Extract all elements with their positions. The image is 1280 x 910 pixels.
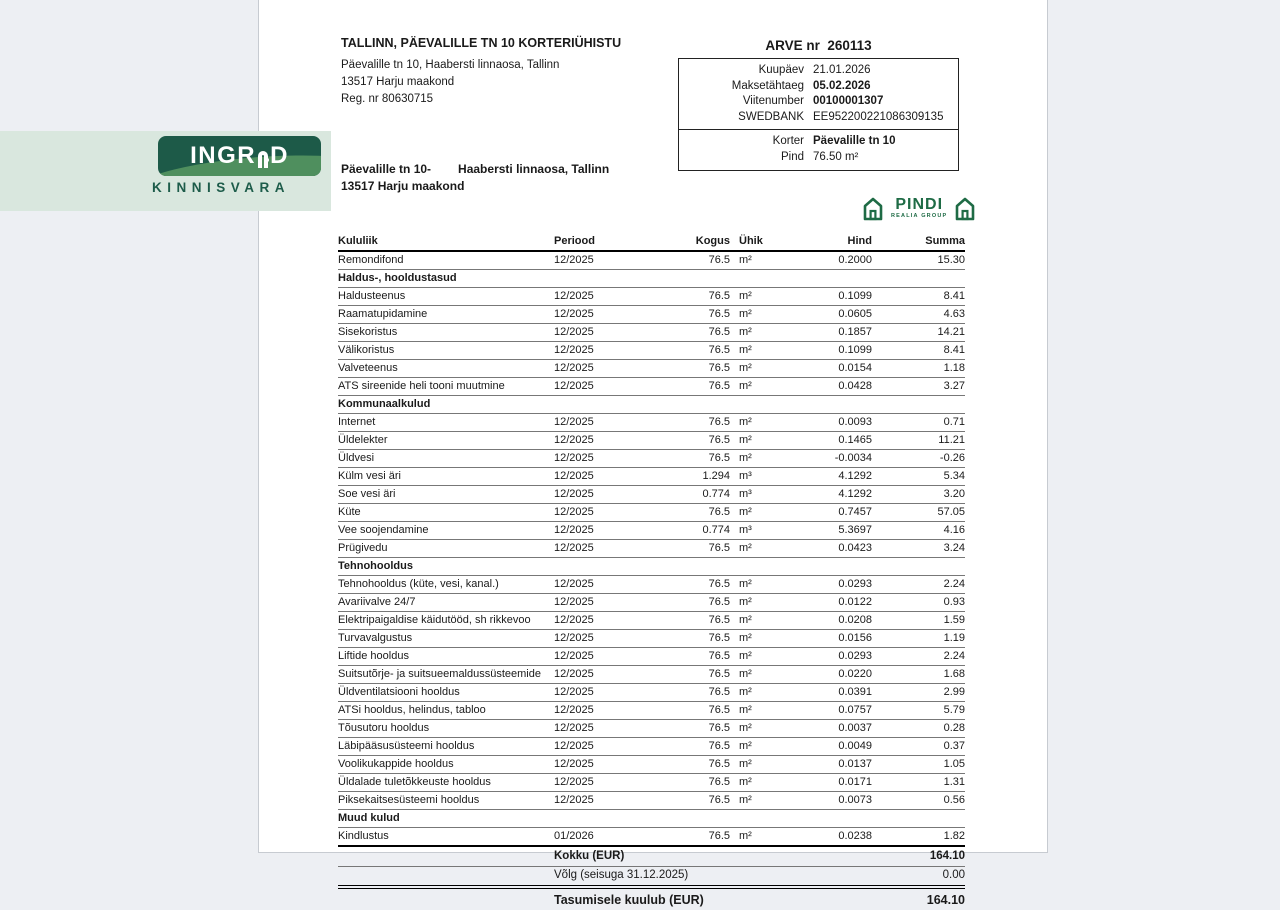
cell-period: 12/2025 [554,686,594,698]
cell-price: 0.1857 [838,326,872,338]
house-arch-icon [258,151,268,168]
cell-period: 12/2025 [554,488,594,500]
cell-period: 12/2025 [554,722,594,734]
charge-row [338,450,965,468]
cell-period: 12/2025 [554,794,594,806]
total-row-due [338,889,965,910]
section-header-row: Haldus-, hooldustasud [338,270,965,288]
charge-row [338,828,965,845]
cell-name: Üldalade tuletõkkeuste hooldus [338,776,491,788]
cell-sum: 1.18 [943,362,965,374]
cell-unit: m² [739,650,752,662]
cell-name: Tõusutoru hooldus [338,722,430,734]
cell-name: Soe vesi äri [338,488,396,500]
cell-period: 12/2025 [554,578,594,590]
cell-name: Remondifond [338,254,404,266]
field-label: Korter [772,135,804,147]
cell-period: 01/2026 [554,830,594,842]
cell-name: Küte [338,506,361,518]
invoice-number: 260113 [827,38,872,53]
cell-qty: 76.5 [708,776,730,788]
cell-qty: 76.5 [708,632,730,644]
cell-unit: m² [739,380,752,392]
cell-sum: 0.56 [943,794,965,806]
charge-row [338,792,965,810]
charge-row [338,594,965,612]
cell-name: Raamatupidamine [338,308,428,320]
cell-unit: m² [739,704,752,716]
column-header: Periood [554,235,595,247]
cell-period: 12/2025 [554,758,594,770]
invoice-field-row [686,79,951,95]
charge-row [338,630,965,648]
cell-price: 0.0137 [838,758,872,770]
cell-unit: m² [739,830,752,842]
invoice-field-row [686,63,951,79]
cell-sum: 3.20 [943,488,965,500]
ingrad-letters-left: INGR [190,142,257,169]
cell-period: 12/2025 [554,290,594,302]
invoice-title [678,38,959,53]
cell-qty: 76.5 [708,308,730,320]
cell-sum: 1.59 [943,614,965,626]
cell-unit: m² [739,254,752,266]
pindi-wordmark [891,196,947,219]
cell-period: 12/2025 [554,632,594,644]
field-label: Maksetähtaeg [731,79,804,92]
cell-price: 0.0605 [838,308,872,320]
cell-sum: 1.68 [943,668,965,680]
cell-sum: 2.99 [943,686,965,698]
field-value: 00100001307 [813,95,884,107]
cell-name: Tehnohooldus (küte, vesi, kanal.) [338,578,499,590]
recipient-address: Päevalille tn 10- [341,162,432,176]
cell-qty: 76.5 [708,650,730,662]
field-value: 76.50 m² [813,150,859,163]
issuer-block [341,36,621,108]
cell-qty: 76.5 [708,704,730,716]
field-value: 05.02.2026 [813,79,871,92]
cell-period: 12/2025 [554,344,594,356]
charge-row [338,612,965,630]
ingrad-wordmark [190,144,289,168]
cell-unit: m³ [739,470,752,482]
cell-period: 12/2025 [554,254,594,266]
cell-unit: m² [739,776,752,788]
cell-qty: 76.5 [708,668,730,680]
cell-unit: m² [739,542,752,554]
column-header: Hind [847,235,872,247]
cell-price: -0.0034 [834,452,872,464]
cell-period: 12/2025 [554,452,594,464]
cell-qty: 76.5 [708,326,730,338]
section-header-row: Kommunaalkulud [338,396,965,414]
cell-sum: 2.24 [943,650,965,662]
cell-name: Voolikukappide hooldus [338,758,454,770]
charge-row [338,756,965,774]
recipient-block [341,161,609,195]
cell-period: 12/2025 [554,668,594,680]
cell-period: 12/2025 [554,650,594,662]
cell-price: 0.0423 [838,542,872,554]
ingrad-subtitle: KINNISVARA [152,180,291,195]
cell-unit: m² [739,632,752,644]
cell-name: Liftide hooldus [338,650,409,662]
cell-sum: 3.24 [943,542,965,554]
cell-unit: m² [739,614,752,626]
house-icon [861,196,885,227]
cell-qty: 76.5 [708,740,730,752]
cell-unit: m² [739,668,752,680]
total-value: 164.10 [926,893,965,907]
cell-name: Haldusteenus [338,290,406,302]
cell-sum: 8.41 [943,344,965,356]
cell-unit: m² [739,740,752,752]
charge-row [338,288,965,306]
total-row-volg [338,867,965,890]
cell-qty: 0.774 [702,524,730,536]
cell-name: Vee soojendamine [338,524,429,536]
cell-price: 0.0293 [838,578,872,590]
cell-sum: 15.30 [937,254,965,266]
pindi-subtitle: REALIA GROUP [891,213,948,219]
charge-row [338,468,965,486]
charge-row [338,702,965,720]
cell-qty: 76.5 [708,434,730,446]
charge-row [338,306,965,324]
cell-qty: 76.5 [708,758,730,770]
cell-unit: m² [739,506,752,518]
pindi-logo [861,196,977,227]
cell-sum: 4.63 [943,308,965,320]
cell-price: 0.0073 [838,794,872,806]
charge-row [338,414,965,432]
charge-row [338,360,965,378]
cell-period: 12/2025 [554,326,594,338]
cell-period: 12/2025 [554,416,594,428]
charge-row [338,540,965,558]
cell-name: Valveteenus [338,362,398,374]
cell-period: 12/2025 [554,434,594,446]
charge-row [338,432,965,450]
cell-period: 12/2025 [554,704,594,716]
cell-unit: m² [739,344,752,356]
column-header: Ühik [739,235,763,247]
cell-qty: 76.5 [708,686,730,698]
cell-name: Üldventilatsiooni hooldus [338,686,460,698]
field-value: Päevalille tn 10 [813,135,896,147]
cell-sum: 11.21 [938,434,965,446]
cell-unit: m² [739,362,752,374]
cell-sum: 5.79 [943,704,965,716]
totals-block [338,845,965,910]
cell-price: 0.0037 [838,722,872,734]
field-label: Pind [780,150,804,163]
cell-sum: 1.05 [943,758,965,770]
cell-name: Suitsutõrje- ja suitsueemaldussüsteemide [338,668,541,680]
cell-name: Internet [338,416,376,428]
invoice-document [258,0,1048,907]
cell-price: 0.1099 [838,344,872,356]
cell-name: Üldvesi [338,452,375,464]
field-label: Kuupäev [758,64,804,76]
cell-name: Sisekoristus [338,326,398,338]
cell-unit: m² [739,434,752,446]
total-row-kokku [338,847,965,867]
charges-table [338,233,965,910]
total-value: 0.00 [942,869,965,881]
cell-price: 0.0122 [838,596,872,608]
cell-sum: 5.34 [943,470,965,482]
cell-period: 12/2025 [554,380,594,392]
cell-qty: 76.5 [708,506,730,518]
cell-sum: 14.21 [937,326,965,338]
cell-name: Piksekaitsesüsteemi hooldus [338,794,480,806]
cell-unit: m² [739,596,752,608]
cell-period: 12/2025 [554,506,594,518]
cell-qty: 76.5 [708,290,730,302]
cell-unit: m³ [739,524,752,536]
cell-price: 4.1292 [838,488,872,500]
cell-sum: 0.37 [943,740,965,752]
charge-row [338,666,965,684]
cell-unit: m² [739,290,752,302]
cell-price: 0.0391 [838,686,872,698]
cell-price: 5.3697 [838,524,872,536]
cell-sum: 1.19 [943,632,965,644]
total-label: Kokku (EUR) [554,849,625,862]
cell-price: 0.1099 [838,290,872,302]
cell-sum: 57.05 [937,506,965,518]
charge-row [338,774,965,792]
column-header: Kogus [695,235,730,247]
field-label: Viitenumber [742,95,804,107]
charge-row [338,576,965,594]
cell-unit: m² [739,326,752,338]
cell-price: 0.7457 [838,506,872,518]
charge-row [338,684,965,702]
cell-qty: 76.5 [708,596,730,608]
invoice-details-box [678,58,959,131]
cell-name: Kindlustus [338,830,389,842]
issuer-name: TALLINN, PÄEVALILLE TN 10 KORTERIÜHISTU [341,36,622,50]
cell-unit: m² [739,416,752,428]
table-header-row [338,233,965,252]
cell-sum: 3.27 [943,380,965,392]
cell-price: 4.1292 [838,470,872,482]
cell-qty: 76.5 [708,722,730,734]
total-label: Võlg (seisuga 31.12.2025) [554,869,689,881]
table-body [338,252,965,845]
cell-qty: 76.5 [708,254,730,266]
cell-name: Läbipääsusüsteemi hooldus [338,740,475,752]
ingrad-logo [158,136,321,176]
section-header-row: Muud kulud [338,810,965,828]
ingrad-brand-band [0,131,331,211]
cell-price: 0.0156 [838,632,872,644]
cell-name: Elektripaigaldise käidutööd, sh rikkevoo [338,614,531,626]
cell-price: 0.0220 [838,668,872,680]
cell-price: 0.0171 [838,776,872,788]
cell-price: 0.1465 [838,434,872,446]
cell-qty: 76.5 [708,830,730,842]
cell-sum: 1.82 [943,830,965,842]
total-label: Tasumisele kuulub (EUR) [554,893,704,907]
cell-price: 0.0049 [838,740,872,752]
cell-unit: m² [739,578,752,590]
cell-name: ATSi hooldus, helindus, tabloo [338,704,486,716]
charge-row [338,324,965,342]
charge-row [338,504,965,522]
cell-name: Turvavalgustus [338,632,413,644]
cell-price: 0.0757 [838,704,872,716]
cell-price: 0.0238 [838,830,872,842]
field-value: EE952200221086309135 [813,110,944,123]
cell-sum: 0.71 [943,416,965,428]
column-header: Summa [925,235,965,247]
cell-qty: 76.5 [708,416,730,428]
cell-price: 0.0208 [838,614,872,626]
ingrad-letters-right: D [270,142,289,169]
column-header: Kululiik [338,235,378,247]
cell-unit: m² [739,794,752,806]
cell-qty: 76.5 [708,452,730,464]
cell-price: 0.0428 [838,380,872,392]
total-value: 164.10 [929,849,965,862]
charge-row [338,738,965,756]
cell-price: 0.2000 [838,254,872,266]
issuer-reg-number: Reg. nr 80630715 [341,93,434,105]
charge-row [338,720,965,738]
cell-name: Üldelekter [338,434,388,446]
issuer-address-line2: 13517 Harju maakond [341,76,455,88]
cell-unit: m³ [739,488,752,500]
charge-row [338,378,965,396]
cell-period: 12/2025 [554,596,594,608]
cell-name: Avariivalve 24/7 [338,596,416,608]
charge-row [338,486,965,504]
charge-row [338,252,965,270]
cell-sum: -0.26 [939,452,965,464]
cell-name: Prügivedu [338,542,388,554]
cell-sum: 0.28 [943,722,965,734]
cell-period: 12/2025 [554,542,594,554]
cell-unit: m² [739,452,752,464]
cell-period: 12/2025 [554,614,594,626]
recipient-district: Haabersti linnaosa, Tallinn [458,162,610,176]
charge-row [338,522,965,540]
cell-qty: 76.5 [708,614,730,626]
cell-period: 12/2025 [554,362,594,374]
cell-period: 12/2025 [554,308,594,320]
cell-qty: 1.294 [702,470,730,482]
field-label: SWEDBANK [738,110,804,123]
unit-field-row [686,150,951,166]
cell-sum: 2.24 [943,578,965,590]
invoice-title-label: ARVE nr [765,38,820,53]
cell-unit: m² [739,758,752,770]
cell-unit: m² [739,686,752,698]
cell-sum: 8.41 [943,290,965,302]
cell-unit: m² [739,308,752,320]
cell-sum: 4.16 [943,524,965,536]
cell-sum: 1.31 [943,776,965,788]
cell-name: ATS sireenide heli tooni muutmine [338,380,505,392]
cell-name: Külm vesi äri [338,470,401,482]
cell-qty: 76.5 [708,344,730,356]
cell-qty: 76.5 [708,362,730,374]
cell-period: 12/2025 [554,470,594,482]
invoice-field-row [686,110,951,126]
field-value: 21.01.2026 [813,64,871,76]
cell-period: 12/2025 [554,524,594,536]
cell-qty: 76.5 [708,794,730,806]
pindi-name: PINDI [895,196,944,213]
cell-unit: m² [739,722,752,734]
unit-field-row [686,134,951,150]
cell-period: 12/2025 [554,776,594,788]
issuer-address-line1: Päevalille tn 10, Haabersti linnaosa, Tallinn [341,59,560,71]
recipient-line1 [341,161,609,178]
cell-qty: 76.5 [708,578,730,590]
cell-price: 0.0293 [838,650,872,662]
invoice-field-row [686,94,951,110]
charge-row [338,648,965,666]
cell-qty: 0.774 [702,488,730,500]
section-header-row: Tehnohooldus [338,558,965,576]
cell-price: 0.0093 [838,416,872,428]
cell-price: 0.0154 [838,362,872,374]
house-icon [953,196,977,227]
unit-details-box [678,129,959,171]
cell-qty: 76.5 [708,542,730,554]
recipient-line2: 13517 Harju maakond [341,179,465,193]
cell-period: 12/2025 [554,740,594,752]
cell-name: Välikoristus [338,344,395,356]
cell-sum: 0.93 [943,596,965,608]
cell-qty: 76.5 [708,380,730,392]
charge-row [338,342,965,360]
